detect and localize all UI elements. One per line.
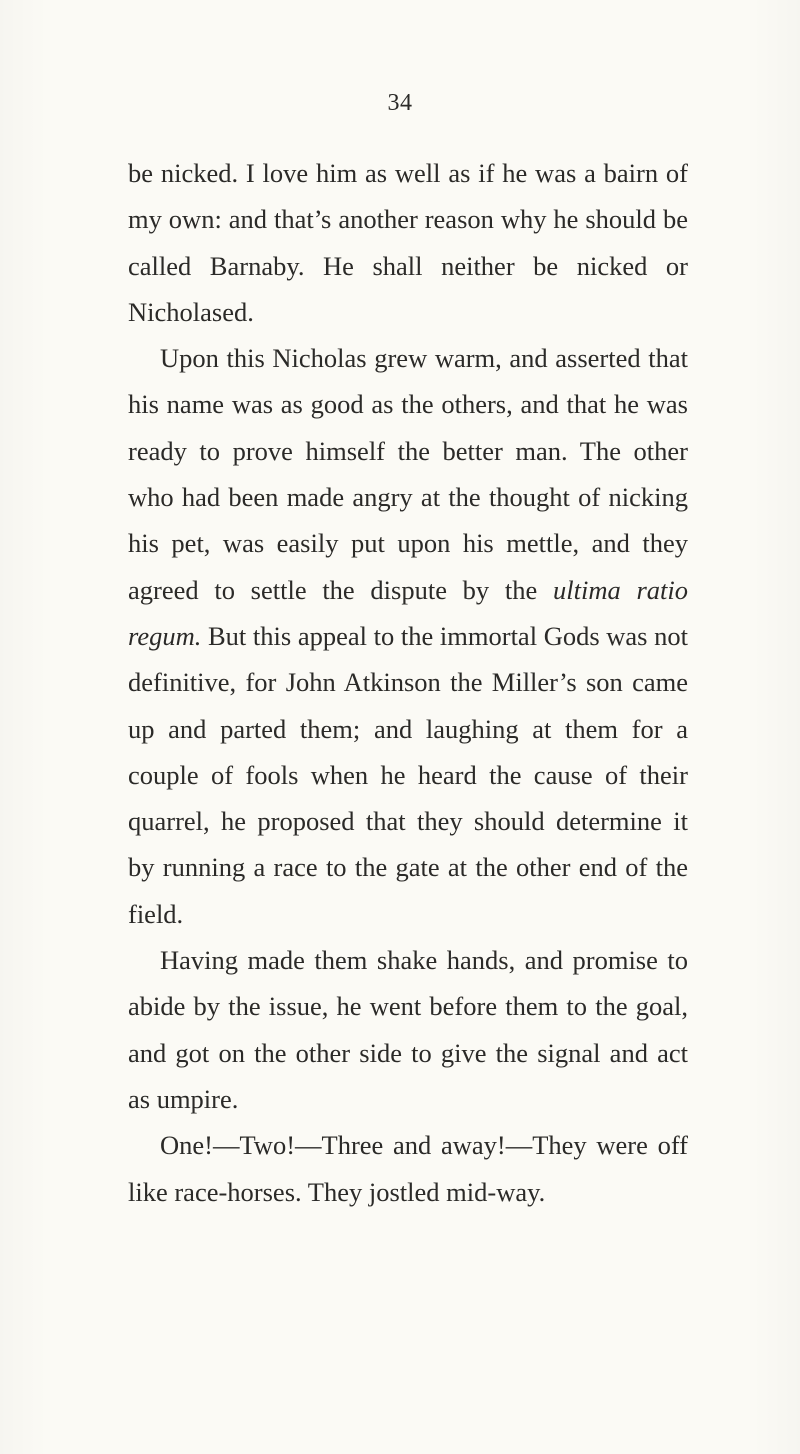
paragraph-3: Having made them shake hands, and promise to abide by the issue, he went before them to the goal, and got on the other side to give the signal and act as umpire. bbox=[128, 945, 688, 1114]
paragraph-2-text-after: But this appeal to the immortal Gods was not definitive, for John Atkinson the Miller’s son came up and parted them; and laughing at them for a couple of fools when he heard the cause of their quarrel, he proposed that they should determine it by running a race to the gate at the other end of the field. bbox=[128, 620, 688, 929]
latin-phrase: ultima ratio regum. bbox=[128, 574, 689, 651]
paragraph-4: One!—Two!—Three and away!—They were off like race-horses. They jostled mid-way. bbox=[128, 1130, 688, 1207]
paragraph-2-text: Upon this Nicholas grew warm, and asserted that his name was as good as the others, and that he was ready to prove himself the better man. The other who had been made angry at the thought of nicking his pet, was easily put upon his mettle, and they agreed to settle the dispute by the bbox=[128, 343, 688, 605]
paragraph-1: be nicked. I love him as well as if he was a bairn of my own: and that’s another reason why he should be called Barnaby. He shall neither be nicked or Nicholased. bbox=[128, 158, 688, 327]
page-number: 34 bbox=[387, 90, 413, 116]
body-text bbox=[128, 150, 688, 1215]
paragraph-2 bbox=[128, 335, 688, 937]
